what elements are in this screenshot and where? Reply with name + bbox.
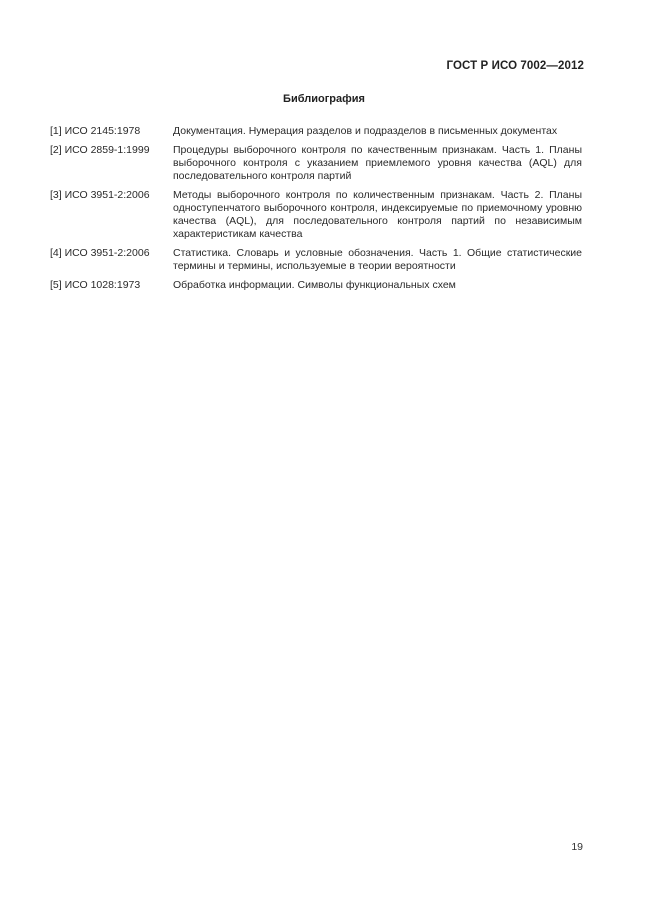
entry-description: Методы выборочного контроля по количественным признакам. Часть 2. Планы одноступенчатого выборочного контроля, индексируемые по приемочному уровню качества (AQL), для последовательного контроля партий по независимым характеристикам качества bbox=[173, 189, 582, 240]
entry-reference: [3] ИСО 3951-2:2006 bbox=[50, 189, 150, 201]
entry-description: Статистика. Словарь и условные обозначения. Часть 1. Общие статистические термины и термины, используемые в теории вероятности bbox=[173, 247, 582, 272]
bibliography-entry bbox=[50, 144, 582, 183]
document-header: ГОСТ Р ИСО 7002—2012 bbox=[446, 60, 584, 72]
entry-description: Обработка информации. Символы функциональных схем bbox=[173, 279, 456, 291]
page-number: 19 bbox=[571, 841, 583, 853]
entry-reference: [2] ИСО 2859-1:1999 bbox=[50, 144, 150, 156]
bibliography-entry bbox=[50, 189, 582, 241]
entry-reference: [4] ИСО 3951-2:2006 bbox=[50, 247, 150, 259]
bibliography-entry bbox=[50, 125, 582, 138]
entry-reference: [5] ИСО 1028:1973 bbox=[50, 279, 141, 291]
entry-description: Документация. Нумерация разделов и подразделов в письменных документах bbox=[173, 125, 558, 137]
bibliography-entry bbox=[50, 279, 582, 292]
entry-description: Процедуры выборочного контроля по качественным признакам. Часть 1. Планы выборочного контроля с указанием приемлемого уровня качества (AQL) для последовательного контроля партий bbox=[173, 144, 582, 182]
bibliography-list bbox=[50, 125, 582, 298]
section-title: Библиография bbox=[283, 93, 365, 105]
entry-reference: [1] ИСО 2145:1978 bbox=[50, 125, 141, 137]
bibliography-entry bbox=[50, 247, 582, 273]
